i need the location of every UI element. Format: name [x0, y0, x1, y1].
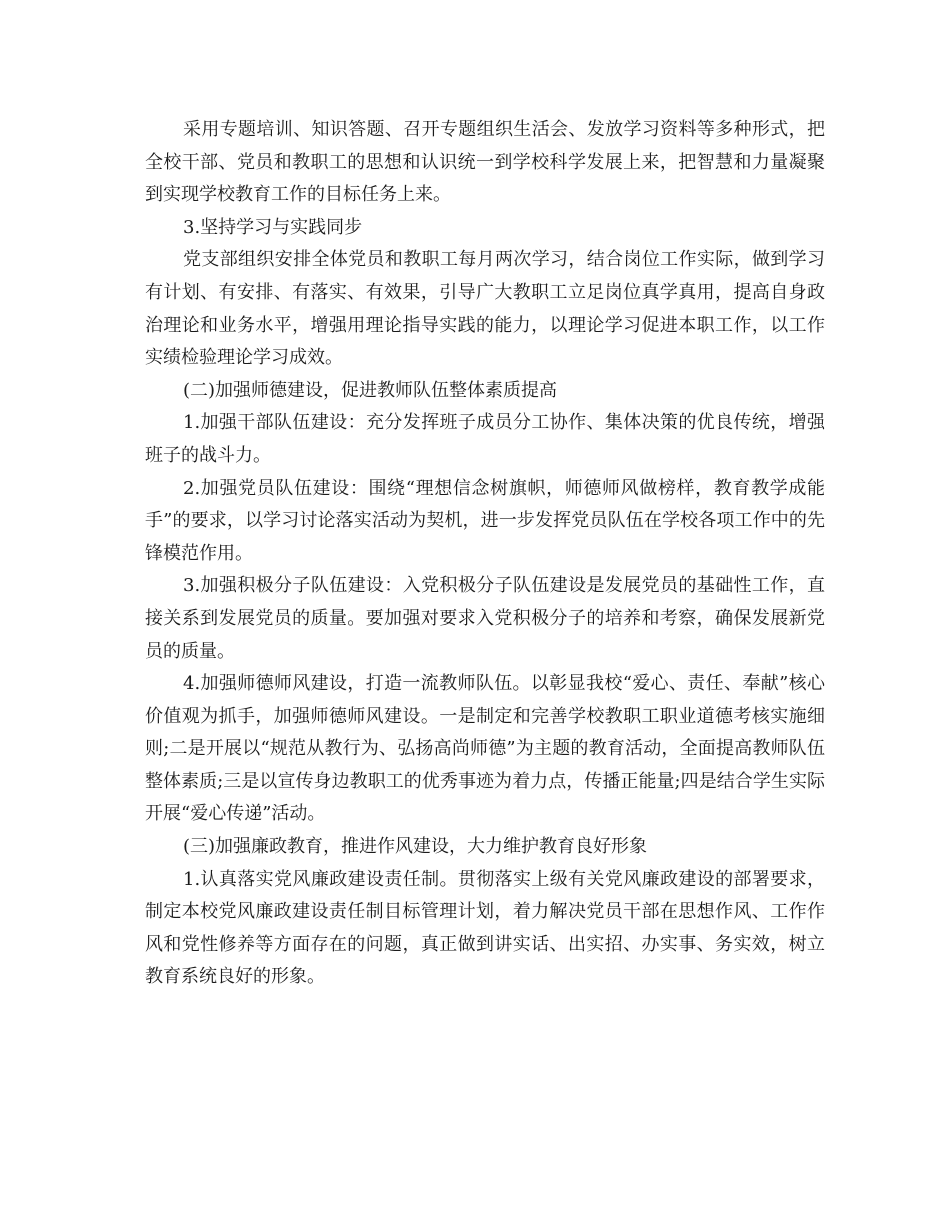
paragraph-party-member-team: 2.加强党员队伍建设：围绕“理想信念树旗帜，师德师风做榜样，教育教学成能手”的要求，以学习讨论落实活动为契机，进一步发挥党员队伍在学校各项工作中的先锋模范作用。 — [145, 477, 825, 564]
heading-study-practice: 3.坚持学习与实践同步 — [183, 216, 363, 238]
paragraph-study-forms: 采用专题培训、知识答题、召开专题组织生活会、发放学习资料等多种形式，把全校干部、党员和教职工的思想和认识统一到学校科学发展上来，把智慧和力量凝聚到实现学校教育工作的目标任务上来。 — [145, 119, 825, 206]
document-body — [145, 114, 825, 994]
paragraph-integrity-responsibility: 1.认真落实党风廉政建设责任制。贯彻落实上级有关党风廉政建设的部署要求，制定本校党风廉政建设责任制目标管理计划，着力解决党员干部在思想作风、工作作风和党性修养等方面存在的问题，真正做到讲实话、出实招、办实事、务实效，树立教育系统良好的形象。 — [145, 868, 825, 988]
heading-integrity-education: (三)加强廉政教育，推进作风建设，大力维护教育良好形象 — [183, 836, 648, 858]
paragraph-study-schedule: 党支部组织安排全体党员和教职工每月两次学习，结合岗位工作实际，做到学习有计划、有安排、有落实、有效果，引导广大教职工立足岗位真学真用，提高自身政治理论和业务水平，增强用理论指导实践的能力，以理论学习促进本职工作，以工作实绩检验理论学习成效。 — [145, 249, 825, 369]
paragraph-cadre-team: 1.加强干部队伍建设：充分发挥班子成员分工协作、集体决策的优良传统，增强班子的战斗力。 — [145, 412, 825, 466]
paragraph-activist-team: 3.加强积极分子队伍建设：入党积极分子队伍建设是发展党员的基础性工作，直接关系到发展党员的质量。要加强对要求入党积极分子的培养和考察，确保发展新党员的质量。 — [145, 575, 825, 662]
heading-teacher-ethics: (二)加强师德建设，促进教师队伍整体素质提高 — [183, 379, 558, 401]
paragraph-ethics-building: 4.加强师德师风建设，打造一流教师队伍。以彰显我校“爱心、责任、奉献”核心价值观为抓手，加强师德师风建设。一是制定和完善学校教职工职业道德考核实施细则;二是开展以“规范从教行为、弘扬高尚师德”为主题的教育活动，全面提高教师队伍整体素质;三是以宣传身边教职工的优秀事迹为着力点，传播正能量;四是结合学生实际开展“爱心传递”活动。 — [145, 673, 825, 825]
